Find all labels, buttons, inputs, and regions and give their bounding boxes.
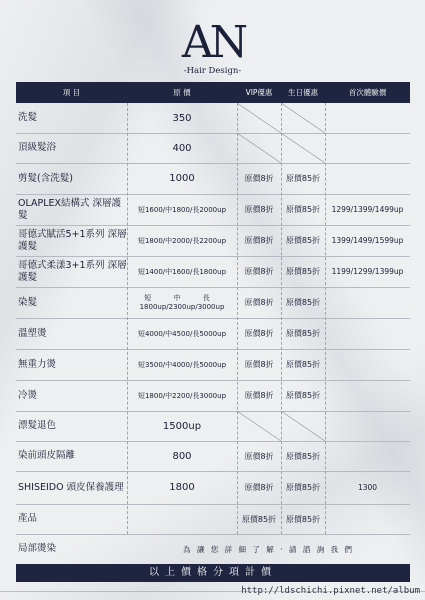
watermark-url: http://ldschichi.pixnet.net/album	[241, 586, 420, 596]
header-vip: VIP優惠	[245, 88, 273, 97]
row-item: SHISEIDO 頭皮保養護理	[18, 481, 124, 493]
row-item: 剪髮(含洗髮)	[18, 172, 73, 184]
table-row	[16, 441, 410, 472]
header-birthday: 生日優惠	[288, 88, 318, 97]
row-vip: 原價85折	[241, 514, 277, 524]
row-vip: 原價8折	[244, 236, 274, 245]
header-price: 原 價	[173, 88, 191, 97]
row-birthday: 原價85折	[285, 483, 321, 492]
row-item: 洗髮	[18, 112, 38, 123]
table-row	[16, 103, 410, 134]
diagonal-slash	[237, 411, 281, 441]
table-row	[16, 504, 410, 535]
row-vip: 原價8折	[244, 451, 274, 461]
row-price	[127, 287, 237, 318]
row-item: OLAPLEX結構式 深層護髮	[18, 197, 122, 221]
row-item: 產品	[18, 513, 38, 524]
column-divider	[237, 103, 238, 534]
table-row	[16, 256, 410, 288]
empty-cell-slashes	[237, 103, 325, 163]
row-birthday: 原價85折	[285, 298, 321, 307]
empty-cell-slashes	[237, 411, 325, 441]
row-price: 1800	[169, 482, 195, 493]
table-row	[16, 411, 410, 442]
row-vip: 原價8折	[244, 267, 274, 276]
diagonal-slash	[281, 133, 325, 163]
row-price: 800	[172, 450, 192, 462]
row-birthday: 原價85折	[285, 514, 321, 524]
header-first-trial: 首次體驗價	[348, 88, 387, 97]
price-table	[16, 82, 410, 587]
row-price: 短4000/中4500/長5000up	[137, 329, 227, 338]
row-item: 無重力燙	[18, 358, 57, 370]
row-vip: 原價8折	[244, 298, 274, 307]
row-birthday: 原價85折	[285, 391, 321, 400]
row-price-values: 1800up/2300up/3000up	[139, 302, 225, 311]
logo-subtitle: -Hair Design-	[183, 66, 242, 76]
row-price: 短1800/中2200/長3000up	[137, 391, 227, 400]
row-birthday: 原價85折	[285, 360, 321, 369]
table-row	[16, 318, 410, 350]
row-first-trial: 1300	[357, 483, 378, 492]
row-vip: 原價8折	[244, 174, 274, 183]
logo-mark: AN	[181, 17, 245, 68]
column-divider	[325, 103, 326, 534]
table-row	[16, 471, 410, 505]
diagonal-slash	[237, 103, 281, 133]
row-vip: 原價8折	[244, 360, 274, 369]
header-item: 項 目	[62, 88, 81, 97]
diagonal-slash	[281, 103, 325, 133]
row-birthday: 原價85折	[285, 236, 321, 245]
row-vip: 原價8折	[244, 391, 274, 400]
row-item: 哥德式柔漾3+1系列 深層護髮	[18, 259, 127, 283]
row-price: 短1400/中1600/長1800up	[137, 267, 227, 276]
row-first-trial: 1399/1499/1599up	[331, 236, 404, 245]
column-divider	[127, 103, 128, 534]
row-consult-note: 為 讓 您 詳 細 了 解 · 請 諮 詢 我 們	[183, 544, 354, 554]
row-birthday: 原價85折	[285, 451, 321, 461]
table-row	[16, 163, 410, 195]
row-birthday: 原價85折	[285, 329, 321, 338]
table-header	[16, 82, 410, 103]
row-birthday: 原價85折	[285, 174, 321, 183]
brand-logo	[0, 0, 425, 80]
row-price: 1500up	[162, 420, 202, 432]
table-row	[16, 194, 410, 226]
row-price: 短3500/中4000/長5000up	[137, 360, 227, 369]
row-item: 頂級髮浴	[18, 142, 57, 153]
row-price: 短1800/中2000/長2200up	[137, 236, 227, 245]
row-item: 哥德式賦活5+1系列 深層護髮	[18, 228, 127, 252]
row-price: 短1600/中1800/長2000up	[137, 205, 227, 214]
row-birthday: 原價85折	[285, 205, 321, 214]
diagonal-slash	[281, 411, 325, 441]
row-vip: 原價8折	[244, 329, 274, 338]
row-price: 350	[172, 112, 192, 124]
row-vip: 原價8折	[244, 483, 274, 492]
row-item: 染髮	[18, 296, 38, 308]
row-first-trial: 1199/1299/1399up	[331, 267, 404, 276]
row-vip: 原價8折	[244, 205, 274, 214]
row-item: 冷燙	[18, 389, 38, 401]
diagonal-slash	[237, 133, 281, 163]
row-birthday: 原價85折	[285, 267, 321, 276]
row-price: 1000	[169, 173, 195, 184]
row-price: 400	[172, 142, 192, 154]
row-item: 染前頭皮隔離	[18, 450, 76, 461]
row-item: 局部燙染	[18, 543, 57, 554]
table-row	[16, 534, 410, 565]
row-price-lengths: 短 中 長	[144, 293, 220, 302]
table-row	[16, 287, 410, 319]
table-row	[16, 133, 410, 164]
row-item: 漂髮退色	[18, 420, 57, 431]
column-divider	[281, 103, 282, 534]
table-row	[16, 225, 410, 257]
row-item: 溫塑燙	[18, 327, 47, 339]
table-row	[16, 349, 410, 381]
row-first-trial: 1299/1399/1499up	[331, 205, 404, 214]
table-footer: 以上價格分項計價	[16, 564, 410, 582]
table-row	[16, 380, 410, 412]
